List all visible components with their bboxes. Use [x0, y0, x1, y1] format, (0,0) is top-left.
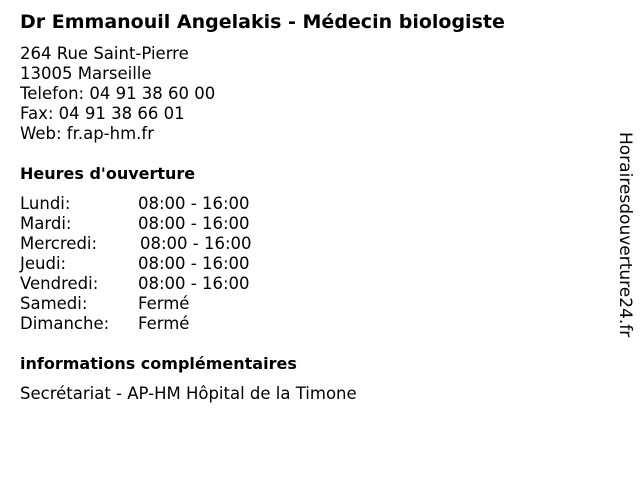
address-street: 264 Rue Saint-Pierre: [20, 44, 189, 63]
hours-time: Fermé: [138, 314, 190, 333]
hours-time: 08:00 - 16:00: [138, 254, 250, 273]
address-block: [20, 44, 215, 144]
fax-number: Fax: 04 91 38 66 01: [20, 104, 185, 123]
hours-heading: Heures d'ouverture: [20, 164, 196, 183]
hours-time: 08:00 - 16:00: [138, 214, 250, 233]
hours-day: Vendredi:: [20, 274, 99, 293]
hours-day: Mercredi:: [20, 234, 98, 253]
hours-time: Fermé: [138, 294, 190, 313]
hours-time: 08:00 - 16:00: [138, 194, 250, 213]
hours-day: Jeudi:: [20, 254, 67, 273]
hours-day: Samedi:: [20, 294, 88, 313]
hours-time: 08:00 - 16:00: [138, 274, 250, 293]
address-city: 13005 Marseille: [20, 64, 152, 83]
phone-number: Telefon: 04 91 38 60 00: [20, 84, 216, 103]
hours-day: Mardi:: [20, 214, 72, 233]
watermark-text: Horairesdouverture24.fr: [615, 132, 635, 338]
hours-time: 08:00 - 16:00: [140, 234, 252, 253]
info-heading: informations complémentaires: [20, 354, 297, 373]
page-title: Dr Emmanouil Angelakis - Médecin biologiste: [20, 11, 505, 33]
info-text: Secrétariat - AP-HM Hôpital de la Timone: [20, 384, 357, 403]
website: Web: fr.ap-hm.fr: [20, 124, 155, 143]
hours-day: Dimanche:: [20, 314, 110, 333]
site-watermark: [612, 132, 636, 372]
hours-day: Lundi:: [20, 194, 71, 213]
